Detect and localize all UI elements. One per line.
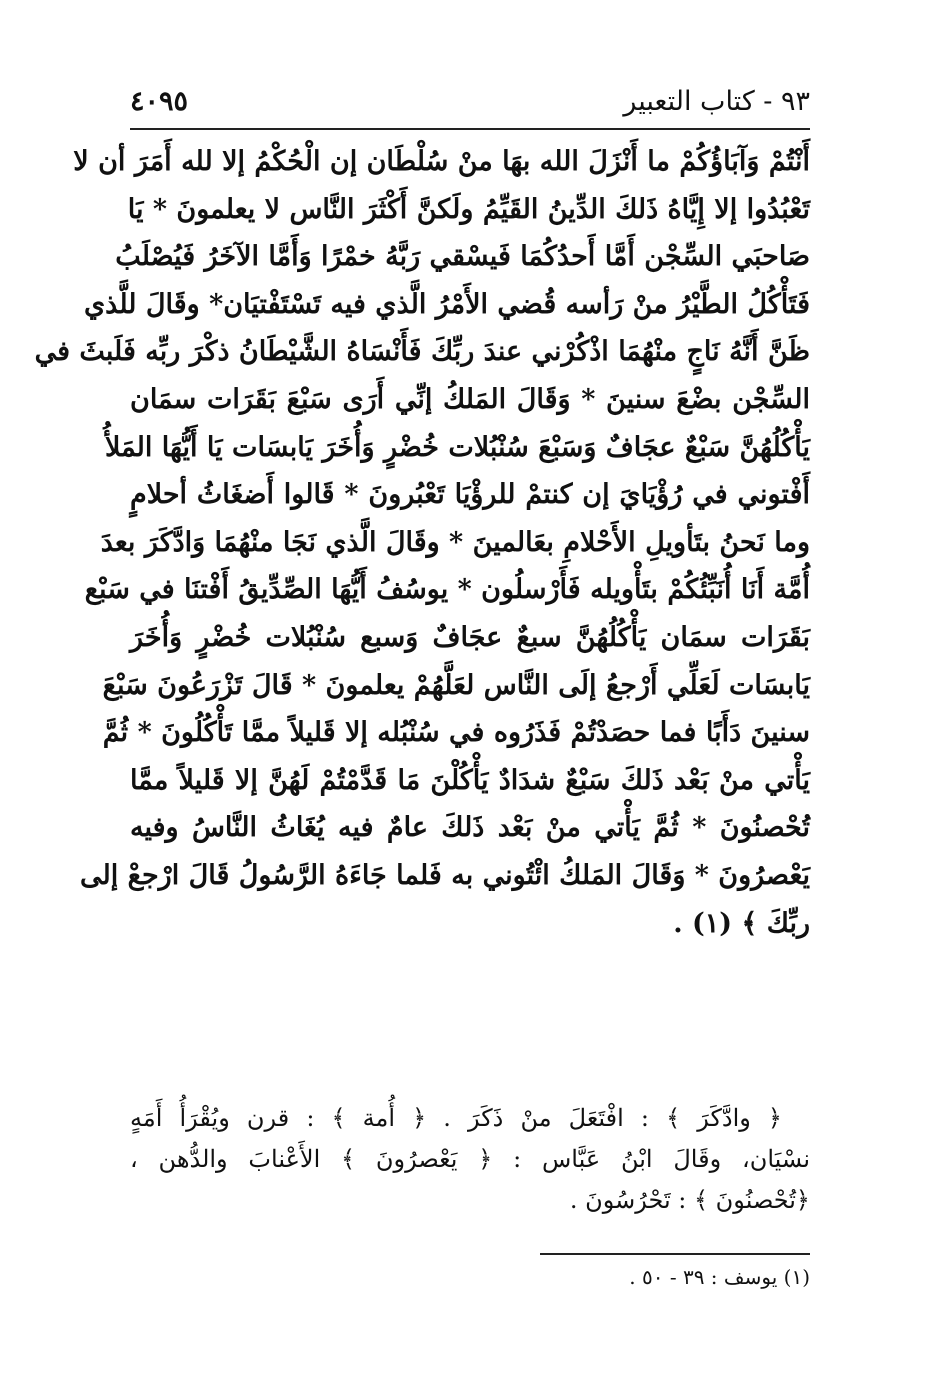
text-line: فَتَأْكُلُ الطَّيْرُ منْ رَأسه قُضي الأَمْرُ الَّذي فيه تَسْتَفْتيَان* وقَالَ للَّذي [84,288,810,320]
commentary-line: ﴿ وادَّكَرَ ﴾ : افْتَعَلَ منْ ذَكَرَ . ﴿ أُمة ﴾ : قرن ويُقْرَأُ أَمَهٍ [130,1104,782,1132]
text-line: يَأْتي منْ بَعْد ذَلكَ سَبْعٌ شدَادٌ يَأْكُلْنَ مَا قَدَّمْتُمْ لَهُنَّ إلا قَليلاً ممَّا [130,764,810,796]
text-line: صَاحبَي السِّجْن أَمَّا أَحدُكُمَا فَيسْقي رَبَّهُ خمْرًا وَأَمَّا الآخَرُ فَيُصْلَبُ [115,241,810,273]
footnote-divider [540,1253,810,1255]
text-line: يَعْصرُونَ * وَقَالَ المَلكُ ائْتُوني به فَلما جَاءَهُ الرَّسُولُ قَالَ ارْجعْ إلى [79,859,810,891]
text-line: يَابسَات لَعَلِّي أَرْجعُ إلَى النَّاس لعَلَّهُمْ يعلمونَ * قَالَ تَزْرَعُونَ سَبْعَ [102,669,810,701]
text-line: وما نَحنُ بتَأويلِ الأَحْلامِ بعَالمينَ * وقَالَ الَّذي نَجَا منْهُمَا وَادَّكَرَ بعدَ [100,526,810,558]
commentary-block [130,1098,810,1221]
text-line: السِّجْن بضْعَ سنينَ * وَقَالَ المَلكُ إنِّي أَرَى سَبْعَ بَقَرَات سمَان [130,383,810,415]
section-title: ٩٣ - كتاب التعبير [623,86,810,117]
text-line: ربِّكَ ﴾ (١) . [673,907,810,939]
text-line: سنينَ دَأَبًا فما حصَدْتُمْ فَذَرُوه في سُنْبُله إلا قَليلاً ممَّا تَأْكُلُونَ * ثُمَّ [102,717,810,749]
text-line: أَنْتُمْ وَآبَاؤُكُمْ ما أَنْزَلَ الله بهَا منْ سُلْطَان إن الْحُكْمُ إلا لله أَمَرَ أن لا [73,146,810,177]
text-line: أُمَّة أَنَا أُنَبِّئُكُمْ بتَأْويله فَأَرْسلُون * يوسُفُ أَيُّهَا الصِّدِّيقُ أَفْتنَا في سَبْع [84,574,810,606]
text-line: تَعْبُدُوا إلا إِيَّاهُ ذَلكَ الدِّينُ القَيِّمُ ولَكنَّ أَكْثَرَ النَّاس لا يعلمونَ * يَا [127,193,810,225]
main-text-block [34,138,810,947]
footnote: (١) يوسف : ٣٩ - ٥٠ . [629,1265,810,1289]
commentary-line: نسْيَان، وقَالَ ابْنُ عَبَّاس : ﴿ يَعْصرُونَ ﴾ الأَعْنابَ والدُّهن ، [130,1145,810,1173]
text-line: ظَنَّ أَنَّهُ نَاجٍ منْهُمَا اذْكُرْني عندَ ربِّكَ فَأَنْسَاهُ الشَّيْطَانُ ذكْرَ ربِّه فَلَبثَ في [34,336,810,368]
text-line: بَقَرَات سمَان يَأْكُلُهُنَّ سبعٌ عجَافٌ وَسبع سُنْبُلات خُضْرٍ وَأُخَرَ [130,621,810,653]
header-divider [130,128,810,130]
text-line: أَفْتوني في رُؤْيَايَ إن كنتمْ للرؤْيَا تَعْبُرونَ * قَالوا أَضغَاثُ أحلامٍ [130,479,810,511]
text-line: تُحْصنُونَ * ثُمَّ يَأْتي منْ بَعْد ذَلكَ عامٌ فيه يُغَاثُ النَّاسُ وفيه [130,812,810,844]
page-header [130,82,810,126]
page-number: ٤٠٩٥ [130,86,189,117]
commentary-line: ﴿تُحْصنُونَ ﴾ : تَحْرُسُونَ . [569,1186,810,1214]
text-line: يَأْكُلُهُنَّ سَبْعٌ عجَافٌ وَسَبْعَ سُنْبُلات خُضْرٍ وَأُخَرَ يَابسَات يَا أَيُّهَا المَلأُ [104,431,810,463]
